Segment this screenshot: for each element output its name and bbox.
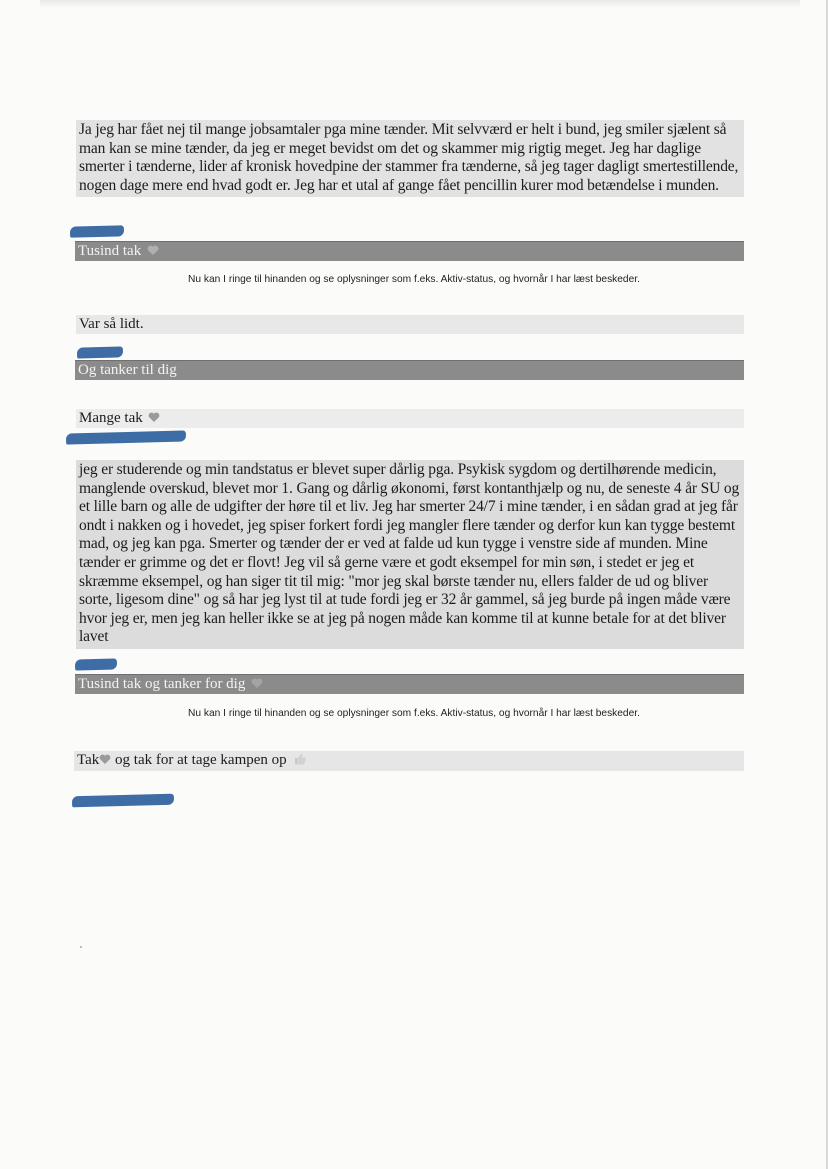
- outgoing-message: [75, 674, 744, 694]
- redacted-name: [77, 346, 123, 358]
- heart-icon: [147, 245, 159, 256]
- message-text-part: Tak: [77, 752, 100, 768]
- message-text: Tusind tak: [78, 243, 142, 259]
- message-text-part: og tak for at tage kampen op: [111, 752, 287, 768]
- redacted-name: [66, 430, 186, 444]
- heart-icon: [99, 754, 111, 765]
- message-text: Og tanker til dig: [78, 362, 177, 378]
- incoming-message: [76, 460, 744, 649]
- scan-edge-shadow: [40, 0, 800, 8]
- outgoing-message: [75, 241, 744, 261]
- notice-text: Nu kan I ringe til hinanden og se oplysninger som f.eks. Aktiv-status, og hvornår I har læst beskeder.: [188, 708, 640, 719]
- message-text: Mange tak: [79, 410, 143, 426]
- thumbs-up-icon: [293, 752, 307, 766]
- incoming-message: [74, 751, 744, 771]
- notice-text: Nu kan I ringe til hinanden og se oplysninger som f.eks. Aktiv-status, og hvornår I har læst beskeder.: [188, 274, 640, 285]
- redacted-name: [70, 225, 124, 237]
- incoming-message: [76, 120, 744, 197]
- outgoing-message: [75, 360, 744, 380]
- incoming-message: [76, 315, 744, 334]
- chat-notice: [0, 274, 828, 285]
- chat-notice: [0, 708, 828, 719]
- message-text: Var så lidt.: [79, 316, 144, 332]
- scan-speck: [80, 946, 82, 948]
- redacted-name: [72, 794, 174, 808]
- heart-icon: [148, 412, 160, 423]
- message-text: Tusind tak og tanker for dig: [78, 676, 246, 692]
- message-text: Ja jeg har fået nej til mange jobsamtaler pga mine tænder. Mit selvværd er helt i bund, jeg smiler sjælent så man kan se mine tænder, da jeg er meget bevidst om det og skammer mig rigtig meget. Jeg har daglige smerter i tænderne, lider af kronisk hovedpine der stammer fra tænderne, så jeg tager dagligt smertestillende, nogen dage mere end hvad godt er. Jeg har et utal af gange fået pencillin kurer mod betændelse i munden.: [79, 121, 739, 194]
- heart-icon: [251, 678, 263, 689]
- incoming-message: [76, 409, 744, 428]
- message-text: jeg er studerende og min tandstatus er blevet super dårlig pga. Psykisk sygdom og dertilhørende medicin, manglende overskud, blevet mor 1. Gang og dårlig økonomi, først kontanthjælp og nu, de seneste 4 år SU og et lille barn og alle de udgifter der høre til et liv. Jeg har smerter 24/7 i mine tænder, i en sådan grad at jeg får ondt i nakken og i hovedet, jeg spiser forkert fordi jeg mangler flere tænder og derfor kun kan tygge bestemt mad, og jeg kan pga. Smerter og tænder der er ved at falde ud kun tygge i venstre side af munden. Mine tænder er grimme og det er flovt! Jeg vil så gerne være et godt eksempel for min søn, i stedet er jeg et skræmme eksempel, og han siger tit til mig: "mor jeg skal børste tænder nu, ellers falder de ud og bliver sorte, ligesom dine" og så har jeg lyst til at tude fordi jeg er 32 år gammel, så jeg burde på ingen måde være hvor jeg er, men jeg kan heller ikke se at jeg på nogen måde kan komme til at kunne betale for at det bliver lavet: [79, 461, 740, 646]
- redacted-name: [75, 658, 117, 670]
